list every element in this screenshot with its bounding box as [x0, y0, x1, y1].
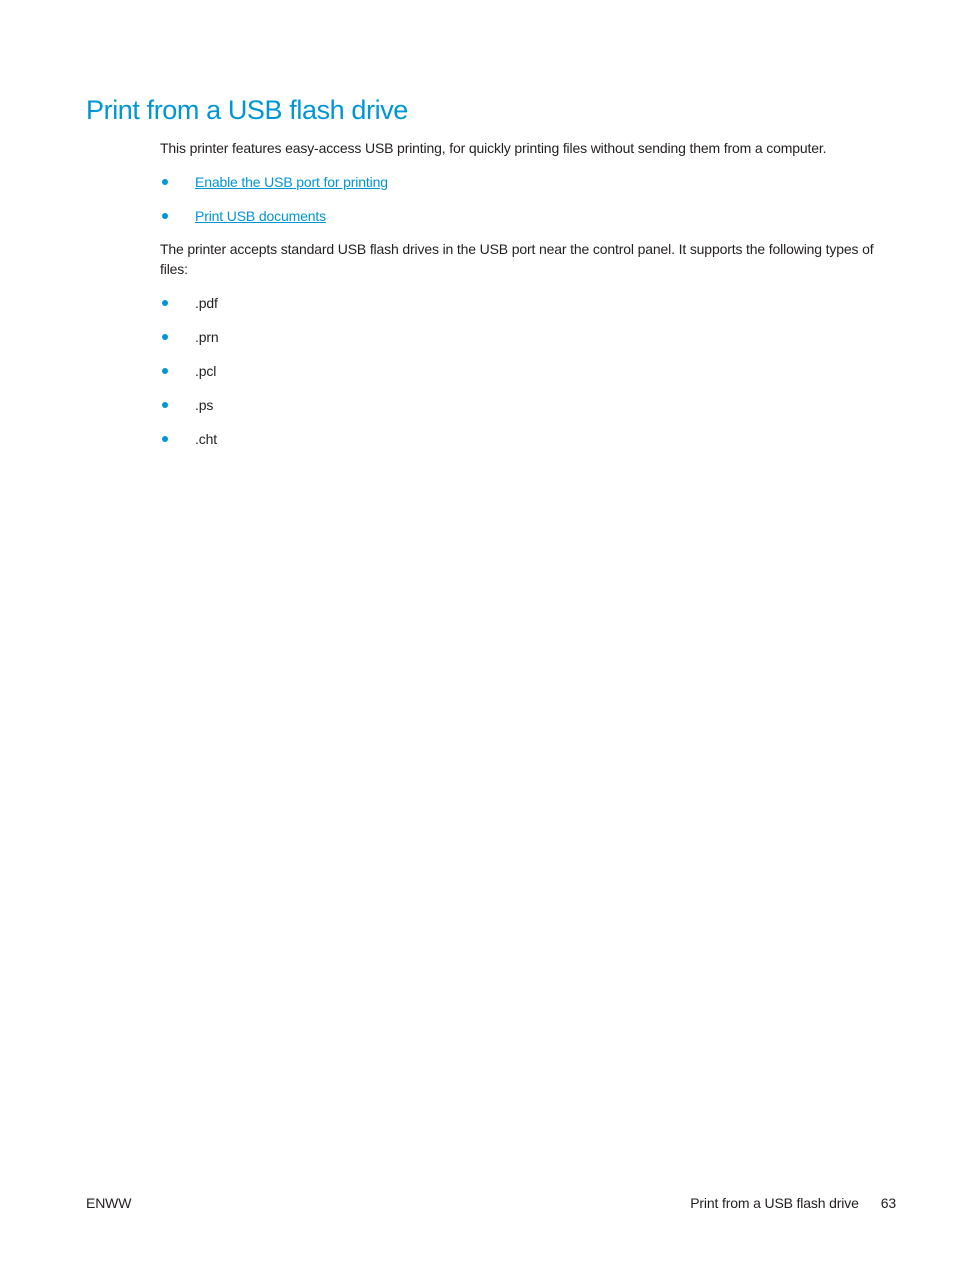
print-usb-documents-link[interactable]: Print USB documents [195, 208, 326, 224]
bullet-icon [162, 300, 168, 306]
list-item-file-type [160, 429, 217, 449]
bullet-icon [162, 334, 168, 340]
footer-right [690, 1193, 896, 1213]
intro-paragraph: This printer features easy-access USB printing, for quickly printing files without sending them from a computer. [160, 140, 827, 156]
bullet-icon [162, 179, 168, 185]
list-item-file-type [160, 293, 218, 313]
bullet-icon [162, 213, 168, 219]
list-item-file-type [160, 361, 216, 381]
list-item-file-type [160, 327, 219, 347]
file-type-label: .cht [195, 431, 217, 447]
footer-section-title: Print from a USB flash drive [690, 1195, 859, 1211]
bullet-icon [162, 368, 168, 374]
bullet-icon [162, 402, 168, 408]
file-type-label: .ps [195, 397, 214, 413]
file-type-label: .pdf [195, 295, 218, 311]
bullet-icon [162, 436, 168, 442]
list-item-link-enable-usb [160, 172, 388, 192]
list-item-link-print-usb [160, 206, 326, 226]
supported-files-paragraph: The printer accepts standard USB flash drives in the USB port near the control panel. It supports the following types of files: [160, 241, 874, 277]
footer-left-label: ENWW [86, 1195, 132, 1211]
file-type-label: .pcl [195, 363, 217, 379]
page-title: Print from a USB flash drive [86, 95, 408, 125]
page-number: 63 [880, 1195, 896, 1211]
enable-usb-port-link[interactable]: Enable the USB port for printing [195, 174, 388, 190]
list-item-file-type [160, 395, 213, 415]
file-type-label: .prn [195, 329, 219, 345]
